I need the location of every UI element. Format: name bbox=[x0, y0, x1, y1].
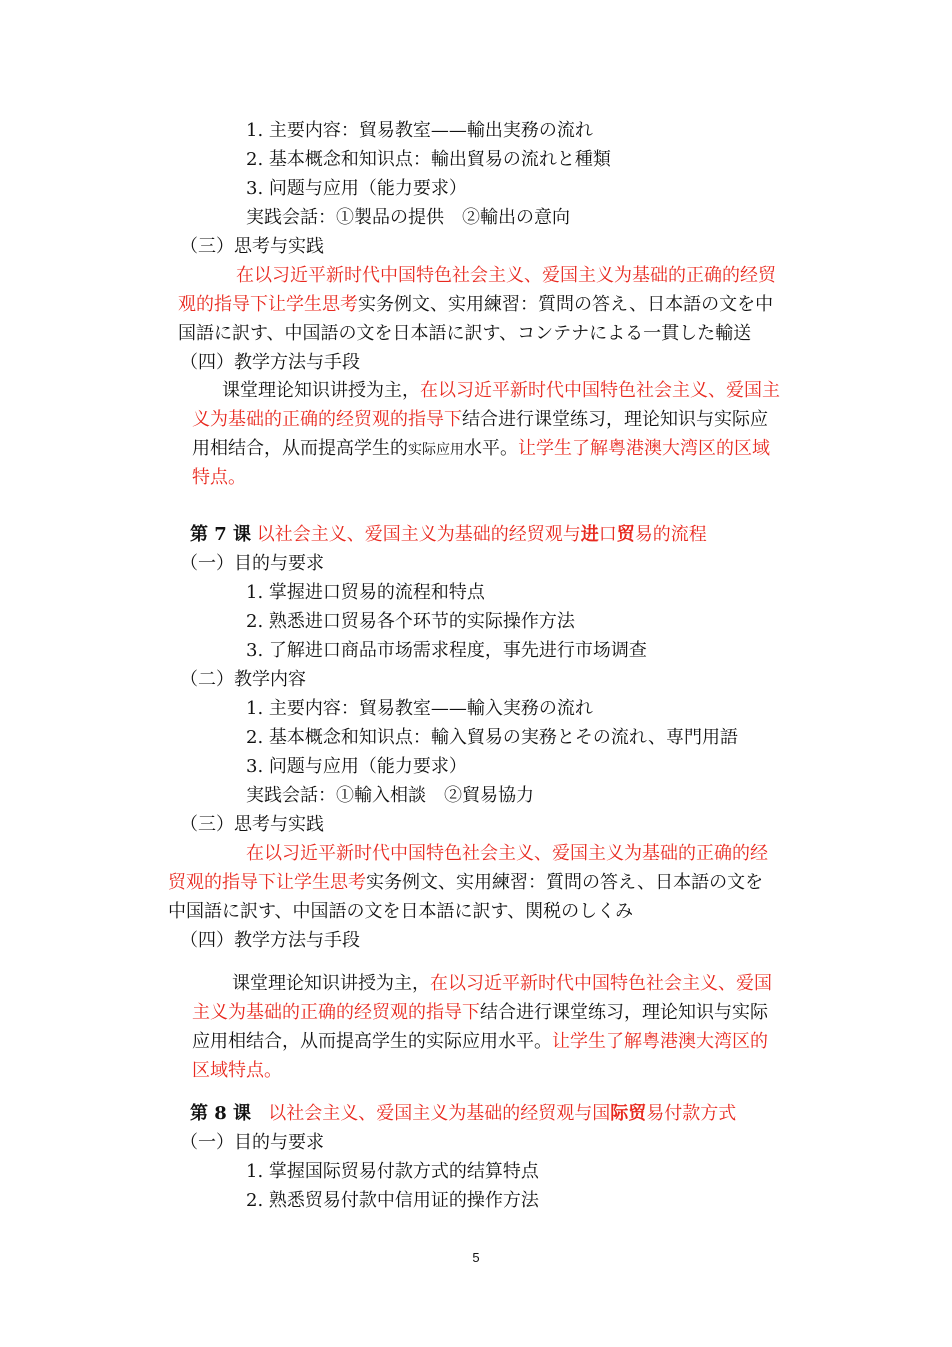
content-line: 1. 掌握进口贸易的流程和特点 bbox=[246, 582, 485, 603]
red-text: 义为基础的正确的经贸观的指导下 bbox=[192, 409, 462, 430]
black-text: 结合进行课堂练习，理论知识与实际 bbox=[480, 1002, 768, 1023]
content-line: 3. 了解进口商品市场需求程度，事先进行市场调查 bbox=[246, 640, 647, 661]
lesson-title bbox=[190, 521, 707, 549]
black-text: 水平。 bbox=[464, 438, 518, 459]
content-line: 1. 主要内容：貿易教室——輸入実務の流れ bbox=[246, 698, 593, 719]
section-heading: （三）思考与实践 bbox=[180, 236, 324, 257]
content-line: 2. 基本概念和知识点：輸入貿易の実務とその流れ、専門用語 bbox=[246, 727, 738, 748]
black-text: 用相结合，从而提高学生的 bbox=[192, 438, 408, 459]
content-line: 1. 掌握国际贸易付款方式的结算特点 bbox=[246, 1161, 539, 1182]
content-line: 3. 问题与应用（能力要求） bbox=[246, 178, 467, 199]
small-text: 实际应用 bbox=[408, 442, 464, 458]
black-text: 课堂理论知识讲授为主， bbox=[232, 973, 430, 994]
content-line: 3. 问题与应用（能力要求） bbox=[246, 756, 467, 777]
paragraph-line bbox=[222, 377, 780, 405]
paragraph-line: 特点。 bbox=[192, 467, 246, 488]
red-text: 以社会主义、爱国主义为基础的经贸观与 bbox=[256, 524, 581, 545]
black-text: 实务例文、实用練習：質問の答え、日本語の文を bbox=[366, 872, 764, 893]
content-line: 2. 熟悉进口贸易各个环节的实际操作方法 bbox=[246, 611, 575, 632]
red-text: 在以习近平新时代中国特色社会主义、爱国 bbox=[430, 973, 772, 994]
paragraph-line bbox=[232, 970, 772, 998]
red-text: 易的流程 bbox=[634, 524, 707, 545]
content-line: 2. 熟悉贸易付款中信用证的操作方法 bbox=[246, 1190, 539, 1211]
paragraph-line bbox=[192, 406, 768, 434]
red-bold-text: 贸 bbox=[616, 524, 635, 545]
section-heading: （二）教学内容 bbox=[180, 669, 306, 690]
content-line: 実践会話：①輸入相談 ②貿易協力 bbox=[246, 785, 534, 806]
paragraph-line: 区域特点。 bbox=[192, 1060, 282, 1081]
red-text: 易付款方式 bbox=[646, 1103, 737, 1124]
paragraph-line bbox=[192, 999, 768, 1027]
red-text: 观的指导下让学生思考 bbox=[178, 294, 358, 315]
paragraph-line: 国語に訳す、中国語の文を日本語に訳す、コンテナによる一貫した輸送 bbox=[178, 323, 752, 344]
red-text: 贸观的指导下让学生思考 bbox=[168, 872, 366, 893]
section-heading: （四）教学方法与手段 bbox=[180, 352, 360, 373]
content-line: 実践会話：①製品の提供 ②輸出の意向 bbox=[246, 207, 570, 228]
black-text: 实务例文、实用練習：質問の答え、日本語の文を中 bbox=[358, 294, 774, 315]
paragraph-line: 在以习近平新时代中国特色社会主义、爱国主义为基础的正确的经 bbox=[246, 843, 768, 864]
paragraph-line: 在以习近平新时代中国特色社会主义、爱国主义为基础的正确的经贸 bbox=[236, 265, 776, 286]
paragraph-line bbox=[192, 1028, 768, 1056]
paragraph-line bbox=[168, 869, 763, 897]
section-heading: （四）教学方法与手段 bbox=[180, 930, 360, 951]
red-text: 在以习近平新时代中国特色社会主义、爱国主 bbox=[420, 380, 780, 401]
content-line: 1. 主要内容：貿易教室——輸出実務の流れ bbox=[246, 120, 593, 141]
paragraph-line: 中国語に訳す、中国語の文を日本語に訳す、関税のしくみ bbox=[168, 901, 634, 922]
paragraph-line bbox=[178, 291, 773, 319]
red-text: 让学生了解粤港澳大湾区的区域 bbox=[518, 438, 770, 459]
red-text: 主义为基础的正确的经贸观的指导下 bbox=[192, 1002, 480, 1023]
black-text: 课堂理论知识讲授为主， bbox=[222, 380, 420, 401]
content-line: 2. 基本概念和知识点：輸出貿易の流れと種類 bbox=[246, 149, 611, 170]
red-bold-text: 进 bbox=[580, 524, 599, 545]
section-heading: （一）目的与要求 bbox=[180, 553, 324, 574]
page-number: 5 bbox=[472, 1250, 480, 1265]
lesson-number: 第 7 课 bbox=[190, 524, 252, 545]
lesson-title bbox=[190, 1100, 736, 1128]
red-text: 口 bbox=[598, 524, 617, 545]
section-heading: （一）目的与要求 bbox=[180, 1132, 324, 1153]
black-text: 结合进行课堂练习，理论知识与实际应 bbox=[462, 409, 768, 430]
red-bold-text: 际贸 bbox=[610, 1103, 647, 1124]
red-text: 让学生了解粤港澳大湾区的 bbox=[552, 1031, 768, 1052]
red-text: 以社会主义、爱国主义为基础的经贸观与国 bbox=[268, 1103, 611, 1124]
lesson-number: 第 8 课 bbox=[190, 1103, 252, 1124]
paragraph-line bbox=[192, 435, 770, 464]
section-heading: （三）思考与实践 bbox=[180, 814, 324, 835]
black-text: 应用相结合，从而提高学生的实际应用水平。 bbox=[192, 1031, 552, 1052]
